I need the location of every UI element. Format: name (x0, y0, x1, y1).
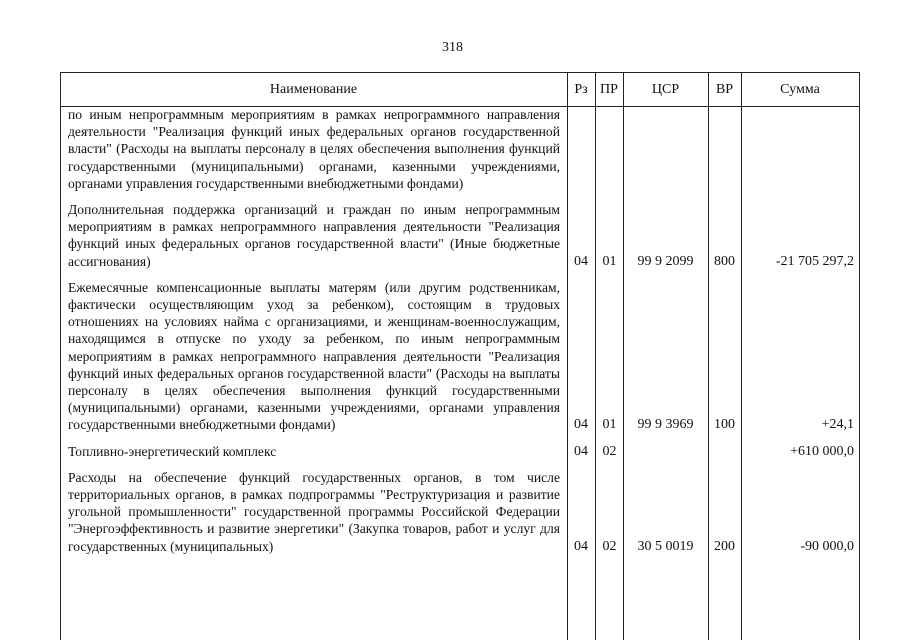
row-sum: -21 705 297,2 (775, 253, 854, 269)
row-vr: 200 (714, 538, 735, 554)
row-vr: 100 (714, 417, 735, 433)
header-csr: ЦСР (651, 82, 680, 97)
row-pr: 01 (602, 417, 617, 433)
row-rz: 04 (574, 538, 588, 554)
header-pr: ПР (600, 82, 618, 97)
budget-table (60, 72, 860, 640)
row-rz: 04 (574, 253, 588, 269)
row-name: Расходы на обеспечение функций государственных органов, в том числе территориальных органов, в рамках подпрограммы "Реструктуризация и развитие угольной промышленности" государственной программы Российской Федерации "Энергоэффективность и развитие энергетики" (Закупка товаров, работ и услуг для государственных (муниципальных) (68, 469, 560, 554)
page-number: 318 (442, 40, 463, 55)
header-vr: ВР (715, 82, 734, 97)
table-header (60, 72, 860, 107)
row-pr: 01 (602, 253, 617, 269)
header-sum: Сумма (780, 82, 820, 97)
row-pr: 02 (602, 443, 617, 459)
row-pr: 02 (602, 538, 617, 554)
row-name: Ежемесячные компенсационные выплаты матерям (или другим родственникам, фактически осуществляющим уход за ребенком), состоящим в трудовых отношениях на условиях найма с организациями, и женщинам-военнослужащим, находящимся в отпуске по уходу за ребенком, по иным непрограммным мероприятиям в рамках непрограммного направления деятельности "Реализация функций иных федеральных органов государственной власти" (Расходы на выплаты персоналу в целях обеспечения выполнения функций государственными (муниципальными) органами, казенными учреждениями, органами управления государственными внебюджетными фондами) (68, 279, 560, 433)
row-rz: 04 (574, 443, 588, 459)
row-vr: 800 (714, 253, 735, 269)
row-name: по иным непрограммным мероприятиям в рамках непрограммного направления деятельности "Реализация функций иных федеральных органов государственной власти" (Расходы на выплаты персоналу в целях обеспечения выполнения функций государственными (муниципальными) органами, казенными учреждениями, органами управления государственными внебюджетными фондами) (68, 107, 560, 191)
table-body (60, 106, 860, 555)
row-rz: 04 (574, 417, 588, 433)
table-row (60, 279, 860, 434)
row-sum: +24,1 (821, 417, 854, 433)
row-csr: 99 9 3969 (637, 417, 694, 433)
table-row (60, 201, 860, 270)
header-rz: Рз (574, 82, 588, 97)
row-sum: +610 000,0 (790, 443, 854, 459)
row-name: Дополнительная поддержка организаций и граждан по иным непрограммным мероприятиям в рамках непрограммного направления деятельности "Реализация функций иных федеральных органов государственной власти" (Иные бюджетные ассигнования) (68, 202, 560, 269)
table-row (60, 106, 860, 192)
header-name: Наименование (269, 82, 358, 97)
table-row (60, 443, 860, 460)
row-sum: -90 000,0 (800, 538, 854, 554)
row-csr: 99 9 2099 (637, 253, 694, 269)
table-row (60, 469, 860, 555)
row-csr: 30 5 0019 (637, 538, 694, 554)
row-name: Топливно-энергетический комплекс (68, 443, 277, 459)
